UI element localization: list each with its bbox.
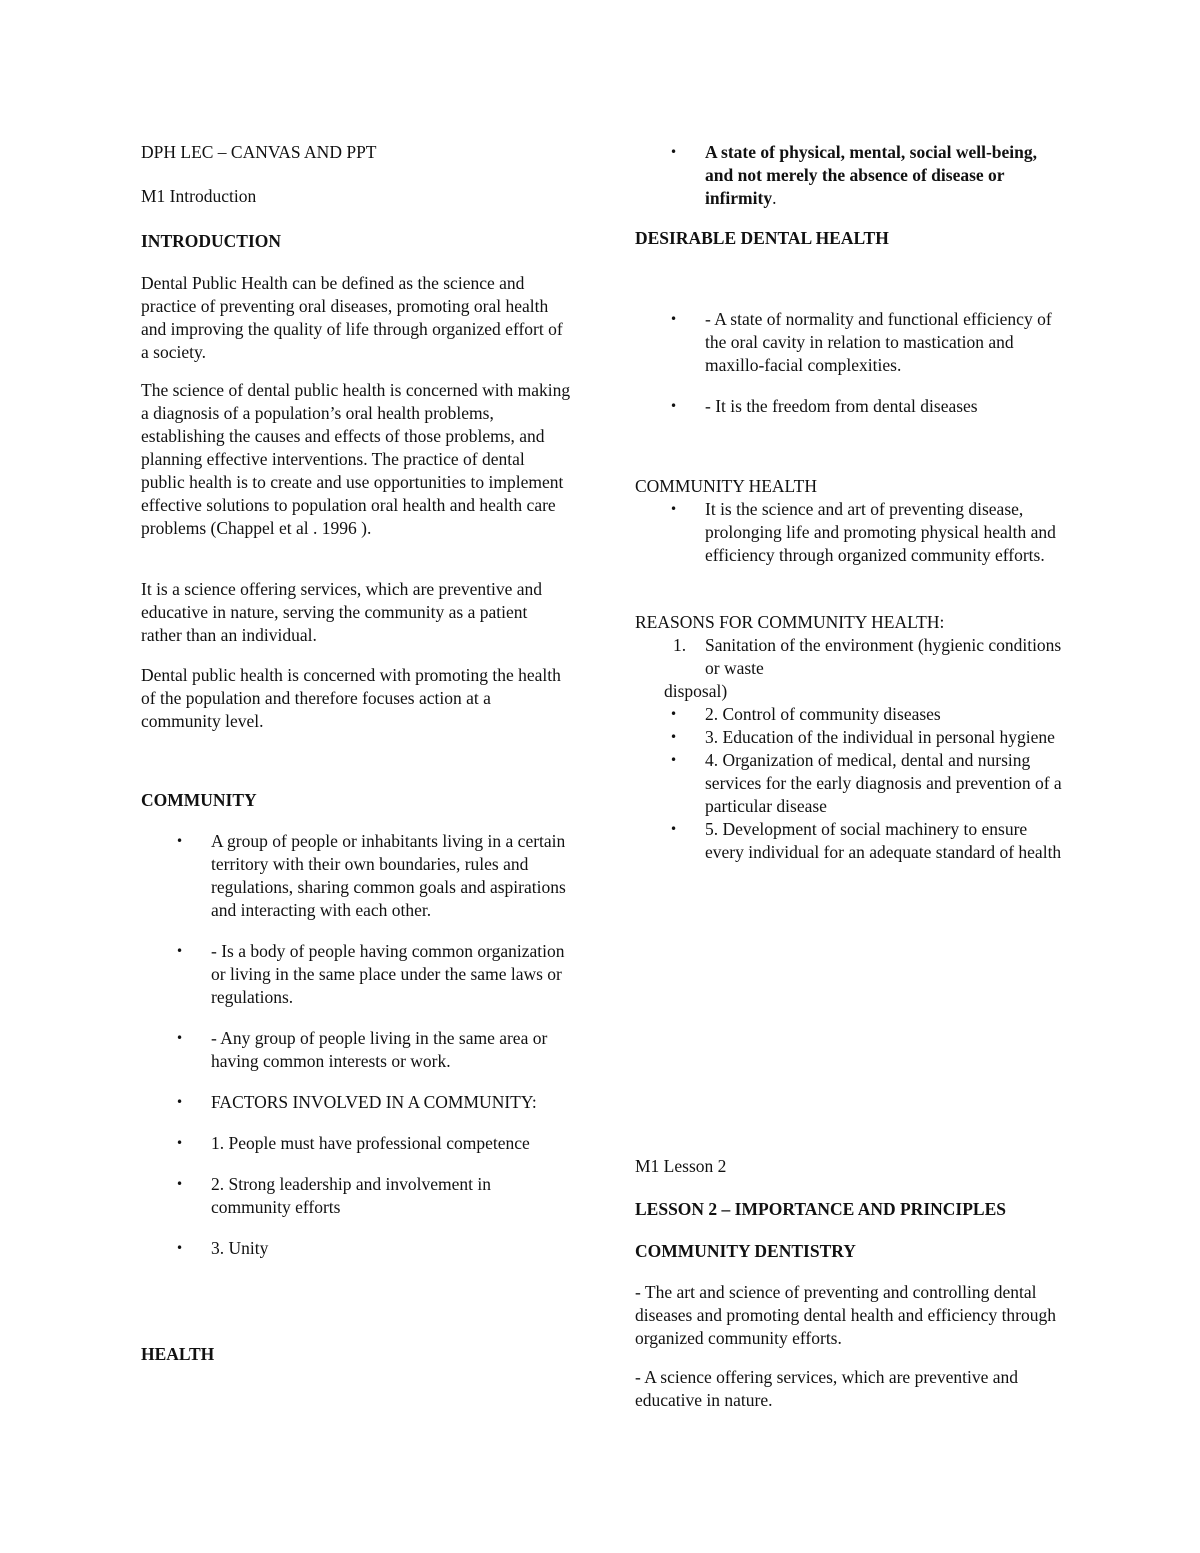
community-dentistry-paragraph-1: - The art and science of preventing and controlling dental diseases and promoting dental health and efficiency through organized community efforts.	[635, 1282, 1057, 1348]
health-definition	[635, 141, 1065, 210]
lesson-module-title: M1 Lesson 2	[635, 1156, 727, 1176]
community-health-list	[635, 498, 1065, 567]
reason-1-continuation: disposal)	[664, 681, 728, 701]
list-item: • 2. Control of community diseases	[635, 703, 1065, 726]
reason-1-number: 1.	[673, 635, 687, 655]
list-item: • A group of people or inhabitants living in a certain territory with their own boundaries, rules and regulations, sharing common goals and aspirations and interacting with each other.	[141, 830, 571, 922]
desirable-dental-health-heading: DESIRABLE DENTAL HEALTH	[635, 228, 889, 248]
list-item: • 5. Development of social machinery to ensure every individual for an adequate standard of health	[635, 818, 1065, 864]
module-title: M1 Introduction	[141, 186, 257, 206]
list-item: • 3. Education of the individual in personal hygiene	[635, 726, 1065, 749]
list-item: • 3. Unity	[141, 1237, 571, 1260]
list-item: • 4. Organization of medical, dental and nursing services for the early diagnosis and prevention of a particular disease	[635, 749, 1065, 818]
list-item: • 1. People must have professional competence	[141, 1132, 571, 1155]
community-dentistry-paragraph-2: - A science offering services, which are preventive and educative in nature.	[635, 1367, 1019, 1410]
list-item: • - It is the freedom from dental diseases	[635, 395, 1065, 418]
community-heading: COMMUNITY	[141, 790, 257, 810]
community-health-heading: COMMUNITY HEALTH	[635, 476, 817, 496]
health-heading: HEALTH	[141, 1344, 215, 1364]
community-list	[141, 830, 571, 1260]
list-item: • It is the science and art of preventing disease, prolonging life and promoting physical health and efficiency through organized community efforts.	[635, 498, 1065, 567]
lesson-heading: LESSON 2 – IMPORTANCE AND PRINCIPLES	[635, 1199, 1006, 1219]
right-column	[635, 0, 1065, 1410]
introduction-heading: INTRODUCTION	[141, 231, 282, 251]
reasons-list	[635, 703, 1065, 864]
health-definition-text: A state of physical, mental, social well-being, and not merely the absence of disease or infirmity	[705, 142, 1037, 208]
desirable-dental-health-list	[635, 308, 1065, 418]
health-definition-period: .	[772, 188, 777, 208]
intro-paragraph-1: Dental Public Health can be defined as the science and practice of preventing oral diseases, promoting oral health and improving the quality of life through organized effort of a society.	[141, 273, 563, 362]
list-item: • 2. Strong leadership and involvement in community efforts	[141, 1173, 571, 1219]
list-item: • - A state of normality and functional efficiency of the oral cavity in relation to mastication and maxillo-facial complexities.	[635, 308, 1065, 377]
reasons-heading: REASONS FOR COMMUNITY HEALTH:	[635, 612, 945, 632]
community-dentistry-heading: COMMUNITY DENTISTRY	[635, 1241, 856, 1261]
list-item: • - Any group of people living in the same area or having common interests or work.	[141, 1027, 571, 1073]
health-definition-list	[635, 141, 1065, 210]
intro-paragraph-4: Dental public health is concerned with promoting the health of the population and therefore focuses action at a community level.	[141, 665, 561, 731]
list-item: • - Is a body of people having common organization or living in the same place under the same laws or regulations.	[141, 940, 571, 1009]
intro-paragraph-2: The science of dental public health is concerned with making a diagnosis of a population’s oral health problems, establishing the causes and effects of those problems, and planning effective interventions. The practice of dental public health is to create and use opportunities to implement effective solutions to population oral health and health care problems (Chappel et al . 1996 ).	[141, 380, 571, 538]
document-header: DPH LEC – CANVAS AND PPT	[141, 142, 377, 162]
reason-1-text: Sanitation of the environment (hygienic conditions or waste	[705, 635, 1062, 678]
intro-paragraph-3: It is a science offering services, which are preventive and educative in nature, serving the community as a patient rather than an individual.	[141, 579, 543, 645]
list-item: • FACTORS INVOLVED IN A COMMUNITY:	[141, 1091, 571, 1114]
reason-item-1	[635, 634, 1065, 680]
